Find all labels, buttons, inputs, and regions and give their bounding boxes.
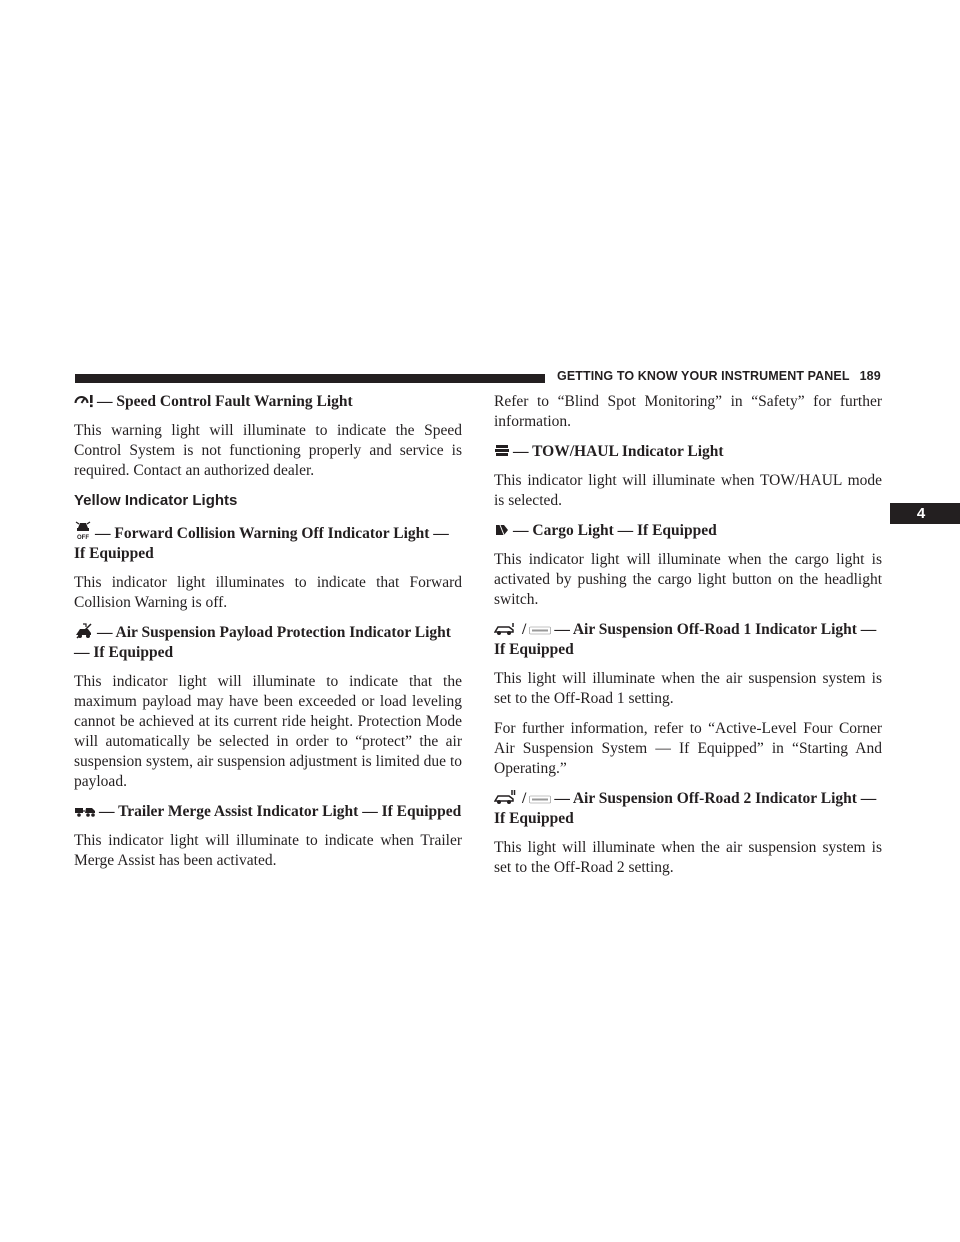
cargo-body: This indicator light will illuminate when the cargo light is activated by pushing the cargo light button on the headlight switch. bbox=[494, 551, 882, 608]
icon-separator: / bbox=[522, 621, 527, 638]
payload-heading: — Air Suspension Payload Protection Indicator Light — If Equipped bbox=[74, 624, 451, 661]
tow-haul-body: This indicator light will illuminate when TOW/HAUL mode is selected. bbox=[494, 472, 882, 509]
header-rule bbox=[75, 374, 545, 383]
air-suspension-payload-icon bbox=[74, 623, 94, 639]
speed-control-heading: — Speed Control Fault Warning Light bbox=[74, 392, 462, 412]
off-road-1-icon bbox=[494, 622, 516, 636]
svg-text:OFF: OFF bbox=[77, 535, 89, 540]
bsm-reference: Refer to “Blind Spot Monitoring” in “Safety” for further information. bbox=[494, 393, 882, 430]
payload-body: This indicator light will illuminate to indicate that the maximum payload may have been exceeded or load leveling cannot be achieved at its current ride height. Protection Mode will automatically be selected in order to “protect” the air suspension system, air suspension adjustment is limited due to payload. bbox=[74, 673, 462, 790]
page-number: 189 bbox=[859, 369, 881, 383]
off-road-2-heading: / — Air Suspension Off-Road 2 Indicator Light — If Equipped bbox=[494, 790, 877, 827]
off-road-2-body: This light will illuminate when the air suspension system is set to the Off-Road 2 setting. bbox=[494, 839, 882, 876]
cargo-light-icon bbox=[494, 523, 510, 537]
trailer-merge-assist-icon bbox=[74, 806, 96, 818]
speed-control-fault-icon bbox=[74, 394, 94, 408]
icon-separator: / bbox=[522, 790, 527, 807]
off-road-1-body: This light will illuminate when the air suspension system is set to the Off-Road 1 setting. bbox=[494, 670, 882, 707]
right-column bbox=[494, 392, 882, 888]
trailer-merge-heading: — Trailer Merge Assist Indicator Light — If Equipped bbox=[74, 802, 462, 822]
trailer-merge-body: This indicator light will illuminate to indicate when Trailer Merge Assist has been activated. bbox=[74, 832, 462, 869]
off-road-2-icon bbox=[494, 789, 516, 805]
forward-collision-off-icon bbox=[74, 520, 92, 540]
fcw-off-heading: OFF — Forward Collision Warning Off Indicator Light — If Equipped bbox=[74, 520, 462, 564]
section-title-yellow: Yellow Indicator Lights bbox=[74, 492, 238, 509]
off-road-1-heading: / — Air Suspension Off-Road 1 Indicator Light — If Equipped bbox=[494, 621, 877, 658]
off-road-1-reference: For further information, refer to “Active-Level Four Corner Air Suspension System — If Equipped” in “Starting And Operating.” bbox=[494, 720, 882, 777]
speed-control-body: This warning light will illuminate to indicate the Speed Control System is not functioning properly and service is required. Contact an authorized dealer. bbox=[74, 422, 462, 479]
off-road-2-off-icon bbox=[529, 795, 551, 805]
cargo-heading: — Cargo Light — If Equipped bbox=[494, 521, 882, 541]
chapter-title: GETTING TO KNOW YOUR INSTRUMENT PANEL bbox=[557, 369, 850, 383]
tow-haul-icon bbox=[494, 444, 510, 458]
tow-haul-heading: — TOW/HAUL Indicator Light bbox=[494, 442, 882, 462]
off-road-1-off-icon bbox=[529, 626, 551, 636]
fcw-off-body: This indicator light illuminates to indicate that Forward Collision Warning is off. bbox=[74, 574, 462, 611]
left-column bbox=[74, 392, 462, 881]
chapter-tab: 4 bbox=[890, 503, 960, 524]
running-header bbox=[557, 369, 881, 383]
